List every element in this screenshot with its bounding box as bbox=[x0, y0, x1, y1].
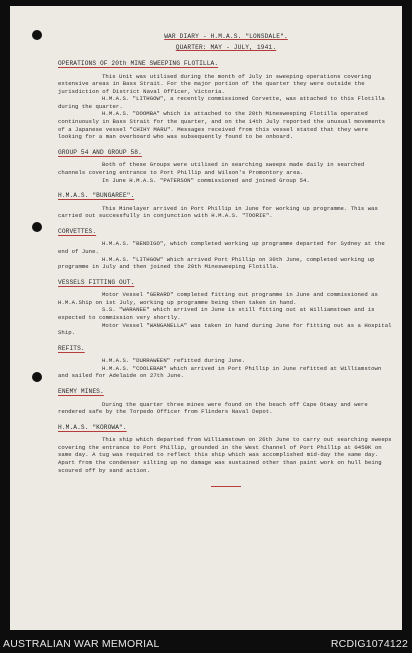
paragraph: During the quarter three mines were found on the beach off Cape Otway and were rendered safe by the Torpedo Officer from Flinders Naval Depot. bbox=[58, 400, 368, 416]
sections bbox=[58, 52, 394, 474]
end-mark bbox=[211, 486, 241, 487]
paragraph: This Minelayer arrived in Port Phillip in June for working up programme. This was carried out successfully in conjunction with H.M.A.S. "TOORIE". bbox=[58, 204, 378, 220]
section bbox=[58, 337, 394, 380]
section-heading: OPERATIONS OF 20th MINE SWEEPING FLOTILLA. bbox=[58, 60, 219, 67]
paragraph: This ship which departed from Williamstown on 26th June to carry out searching sweeps covering the entrance to Port Phillip, grounded in the West Channel of Port Phillip at 0450K on same day. A tug was required to reflect this ship which was accomplished mid-day the same day. Apart from the condenser silting up no damage was sustained other than paint work on hull being scoured off by sand action. bbox=[58, 436, 392, 474]
punch-hole bbox=[32, 222, 42, 232]
section-heading: REFITS. bbox=[58, 344, 85, 352]
section-heading: GROUP 54 AND GROUP 58. bbox=[58, 148, 142, 156]
punch-hole bbox=[32, 30, 42, 40]
paragraph: In June H.M.A.S. "PATERSON" commissioned and joined Group 54. bbox=[102, 176, 310, 184]
section bbox=[58, 220, 394, 271]
paragraph: Motor Vessel "WANGANELLA" was taken in hand during June for fitting out as a Hospital Ship. bbox=[58, 321, 392, 337]
paragraph: H.M.A.S. "BENDIGO", which completed working up programme departed for Sydney at the end of June. bbox=[58, 240, 385, 255]
punch-hole bbox=[32, 372, 42, 382]
document-page bbox=[10, 6, 402, 630]
footer-source: AUSTRALIAN WAR MEMORIAL bbox=[3, 638, 160, 650]
section bbox=[58, 416, 394, 474]
paragraph: H.M.A.S. "LITHGOW" which arrived Port Phillip on 30th June, completed working up programme in July and then joined the 20th Minesweeping Flotilla. bbox=[58, 255, 375, 271]
section bbox=[58, 52, 394, 141]
section-heading: H.M.A.S. "KOROWA". bbox=[58, 423, 127, 431]
paragraph: H.M.A.S. "LITHGOW", a recently commissioned Corvette, was attached to this Flotilla during the quarter. bbox=[58, 95, 385, 110]
paragraph: Both of these Groups were utilised in searching sweeps made daily in searched channels covering entrance to Port Phillip and Wilson's Promontory area. bbox=[58, 161, 365, 176]
document-content bbox=[58, 32, 394, 487]
section bbox=[58, 380, 394, 416]
paragraph: Motor Vessel "GERARD" completed fitting out programme in June and commissioned as H.M.A.Ship on 1st July, working up programme being then taken in hand. bbox=[58, 291, 378, 306]
paragraph: H.M.A.S. "DOOMBA" which is attached to the 20th Minesweeping Flotilla operated continuously in Bass Strait for the quarter, and on the 14th July reported the unusual movements of a Japanese vessel "CHIHY MARU". Messages received from this vessel stated that they were looking for a man overboard who was subsequently found to be onboard. bbox=[58, 110, 386, 141]
section-heading: CORVETTES. bbox=[58, 227, 97, 235]
diary-title: WAR DIARY - H.M.A.S. "LONSDALE". bbox=[164, 33, 288, 40]
section bbox=[58, 141, 394, 184]
paragraph: This Unit was utilised during the month of July in sweeping operations covering extensive areas in Bass Strait. For the major portion of the quarter they were outside the jurisdiction of District Naval Officer, Victoria. bbox=[58, 72, 372, 95]
footer-bar bbox=[0, 634, 412, 653]
section-heading: ENEMY MINES. bbox=[58, 388, 104, 396]
section bbox=[58, 271, 394, 337]
section-heading: H.M.A.S. "BUNGAREE". bbox=[58, 192, 135, 200]
diary-quarter: QUARTER: MAY - JULY, 1941. bbox=[175, 44, 277, 51]
paragraph: H.M.A.S. "DURRAWEEN" refitted during June. bbox=[102, 357, 246, 365]
paragraph: S.S. "WARANEE" which arrived in June is still fitting out at Williamstown and is expected to commission very shortly. bbox=[58, 306, 375, 321]
section-heading: VESSELS FITTING OUT. bbox=[58, 278, 135, 286]
section bbox=[58, 184, 394, 220]
footer-record-id: RCDIG1074122 bbox=[330, 638, 408, 650]
paragraph: H.M.A.S. "COOLEBAR" which arrived in Port Phillip in June refitted at Williamstown and sailed for Adelaide on 27th June. bbox=[58, 364, 382, 380]
